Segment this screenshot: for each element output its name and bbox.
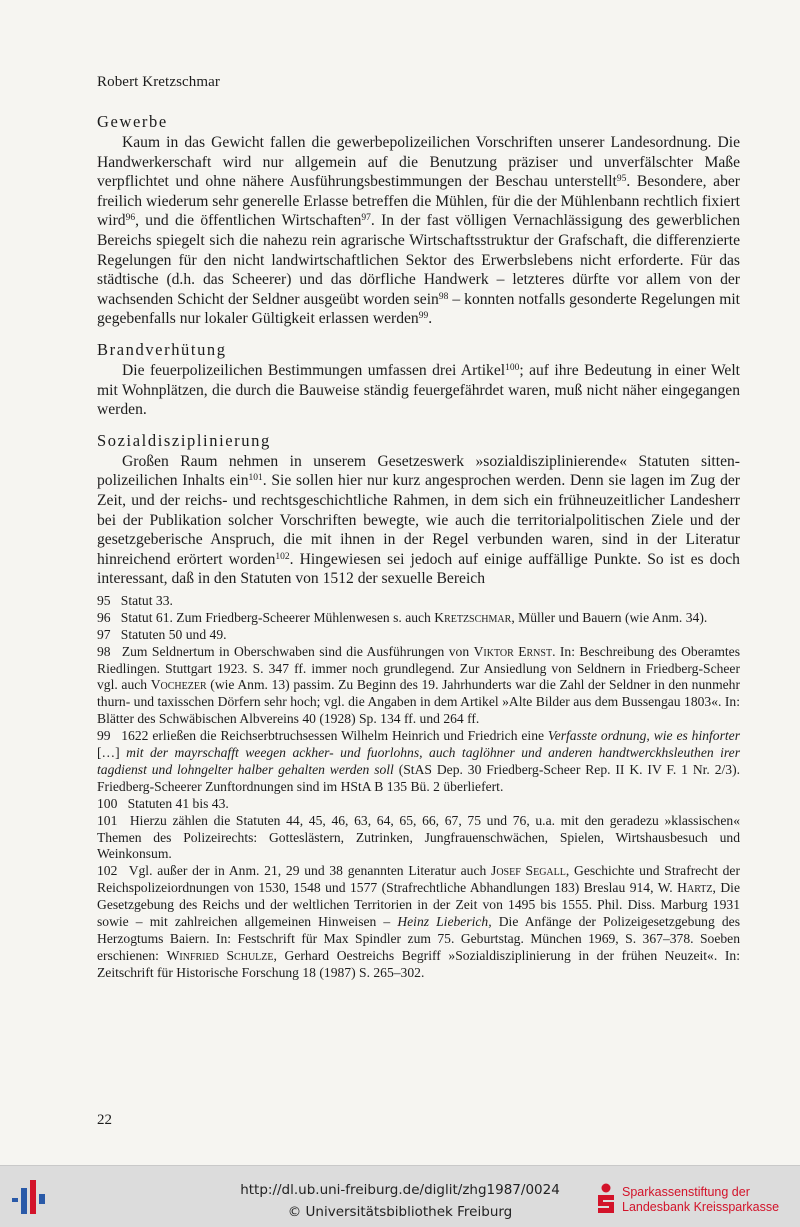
section-paragraph: Großen Raum nehmen in unserem Gesetzeswerk »sozialdisziplinierende« Statuten sittenpolizeilichen Inhalts ein$^{101}$. Sie sollen hier nur kurz angesprochen werden. Denn sie lagen im Zug der Zeit, und der reichs- und rechtsgeschichtliche Rahmen, in dem sich ein frühneuzeitlicher Landesherr bei der Publikation solcher Vorschriften bewegte, wie auch die territorialpolitischen Ziele und der gesetzgeberische Anspruch, die mit ihnen in der Regel verbunden waren, sind in der Literatur hinreichend erörtert worden$^{102}$. Hingewiesen sei jedoch auf einige auffällige Punkte. So ist es doch interessant, daß in den Statuten von 1512 der sexuelle Bereich xyxy=(97,452,740,588)
footnote: 101 Hierzu zählen die Statuten 44, 45, 46, 63, 64, 65, 66, 67, 75 und 76, u.a. mit den geradezu »klassischen« Themen des Polizeirechts: Gotteslästern, Zutrinken, Jungfrauenschwächen, Spielen, Wirtshausbesuch und Weinkonsum. xyxy=(97,812,740,862)
italic-text: Verfasste ordnung, wie es hinforter xyxy=(547,728,740,744)
section-heading: Brandverhütung xyxy=(97,339,227,359)
author-name: Hartz xyxy=(677,880,713,896)
footnote-ref: 95 xyxy=(616,174,627,185)
section-heading: Gewerbe xyxy=(97,112,168,131)
section-paragraph: Kaum in das Gewicht fallen die gewerbepolizeilichen Vorschriften unserer Landesordnung. Die Handwerkerschaft wird nur allgemein auf die Benutzung präziser und unverfälschter Maße verpflichtet und ohne nähere Ausführungsbestimmungen der Beschau unterstellt$^{95}$. Besondere, aber freilich wiederum sehr generelle Erlasse betreffen die Mühlen, für die der Mühlenbann rechtlich fixiert wird$^{96}$, und die öffentlichen Wirtschaften$^{97}$. In der fast völligen Vernachlässigung des gewerblichen Bereichs spiegelt sich die nahezu rein agrarische Wirtschaftsstruktur der Grafschaft, die differenzierte Regelungen für den nicht landwirtschaftlichen Sektor des Erwerbslebens nicht erforderte. Für das städtische (d.h. das Scheerer) und das dörfliche Handwerk – letzteres dürfte vor allem von der wachsenden Schicht der Seldner ausgeübt worden sein$^{98}$ – konnten notfalls gesonderte Regelungen mit gegebenfalls nur lokaler Gültigkeit erlassen werden$^{99}$. xyxy=(97,134,740,328)
running-head: Robert Kretzschmar xyxy=(97,74,221,90)
section-paragraph: Die feuerpolizeilichen Bestimmungen umfassen drei Artikel$^{100}$; auf ihre Bedeutung in einer Welt mit Wohnplätzen, die durch die Bauweise ständig feuergefährdet waren, muß nicht näher eingegangen werden. xyxy=(97,361,740,419)
viewer-footer xyxy=(0,1165,800,1227)
italic-text: Heinz Lieberich, xyxy=(397,914,492,930)
footnote-ref: 96 xyxy=(125,213,136,224)
footnote-ref: 101 xyxy=(248,473,263,484)
sponsor-line-1: Sparkassenstiftung der xyxy=(622,1185,750,1199)
sparkasse-logo-icon xyxy=(594,1182,618,1216)
footnote-ref: 99 xyxy=(418,311,429,322)
footnote: 98 Zum Seldnertum in Oberschwaben sind die Ausführungen von Viktor Ernst. In: Beschreibung des Oberamtes Riedlingen. Stuttgart 1923. S. 347 ff. immer noch grundlegend. Zur Ansiedlung von Seldnern in Friedberg-Scheer vgl. auch Vochezer (wie Anm. 13) passim. Zu Beginn des 19. Jahrhunderts war die Zahl der Seldner in den nunmehr thurn- und taxisschen Dörfern sehr hoch; vgl. die Angaben in dem Artikel »Alte Bilder aus dem Bussengau 1803«. In: Blätter des Schwäbischen Albvereins 40 (1928) Sp. 134 ff. und 264 ff. xyxy=(97,643,741,727)
page-number: 22 xyxy=(97,1112,112,1128)
footnote: 96 Statut 61. Zum Friedberg-Scheerer Mühlenwesen s. auch Kretzschmar, Müller und Bauern (wie Anm. 34). xyxy=(97,609,708,625)
sponsor-logo xyxy=(592,1178,797,1218)
section-heading: Sozialdisziplinierung xyxy=(97,430,271,450)
sponsor-text xyxy=(622,1185,779,1215)
author-name: Winfried Schulze xyxy=(166,947,274,963)
italic-text: mit der mayrschafft weegen ackher- und fuorlohns, auch taglöhner und anderen handtwerckhsleuthen irer tagdienst und lohngelter halber gehalten werden soll xyxy=(97,745,741,777)
footnote-ref: 102 xyxy=(275,551,290,562)
author-name: Vochezer xyxy=(150,677,207,693)
footnotes xyxy=(97,593,740,982)
page-content xyxy=(97,74,740,982)
author-name: Viktor Ernst xyxy=(473,643,553,659)
permalink-url[interactable]: http://dl.ub.uni-freiburg.de/diglit/zhg1987/0024 xyxy=(240,1182,560,1198)
footnote: 100 Statuten 41 bis 43. xyxy=(97,795,229,811)
footnote: 95 Statut 33. xyxy=(97,592,173,608)
footnote-ref: 100 xyxy=(505,362,520,373)
sponsor-line-2: Landesbank Kreissparkasse xyxy=(622,1200,780,1214)
author-name: Josef Segall xyxy=(491,863,566,879)
footnote: 102 Vgl. außer der in Anm. 21, 29 und 38 genannten Literatur auch Josef Segall, Geschichte und Strafrecht der Reichspolizeiordnungen von 1530, 1548 und 1577 (Strafrechtliche Abhandlungen 183) Breslau 914, W. Hartz, Die Gesetzgebung des Reichs und der weltlichen Territorien in der Zeit von 1495 bis 1555. Phil. Diss. Marburg 1931 sowie – mit zahlreichen allgemeinen Hinweisen – Heinz Lieberich, Die Anfänge der Polizeigesetzgebung des Herzogtums Baiern. In: Festschrift für Max Spindler zum 75. Geburtstag. München 1969, S. 367–378. Soeben erschienen: Winfried Schulze, Gerhard Oestreichs Begriff »Sozialdisziplinierung in der frühen Neuzeit«. In: Zeitschrift für Historische Forschung 18 (1987) S. 265–302. xyxy=(97,863,741,980)
author-name: Kretzschmar xyxy=(434,609,512,625)
footnote: 97 Statuten 50 und 49. xyxy=(97,626,227,642)
footnote-ref: 98 xyxy=(438,291,449,302)
copyright-notice: © Universitätsbibliothek Freiburg xyxy=(287,1204,513,1220)
footnote-ref: 97 xyxy=(361,213,371,224)
footnote: 99 1622 erließen die Reichserbtruchsessen Wilhelm Heinrich und Friedrich eine Verfasste ordnung, wie es hinforter […] mit der mayrschafft weegen ackher- und fuorlohns, auch taglöhner und anderen handtwerckhsleuthen irer tagdienst und lohngelter halber gehalten werden soll (StAS Dep. 30 Friedberg-Scheer Rep. II K. IV F. 1 Nr. 2/3). Friedberg-Scheerer Zunftordnungen sind im HStA B 135 Bü. 2 überliefert. xyxy=(97,728,741,794)
